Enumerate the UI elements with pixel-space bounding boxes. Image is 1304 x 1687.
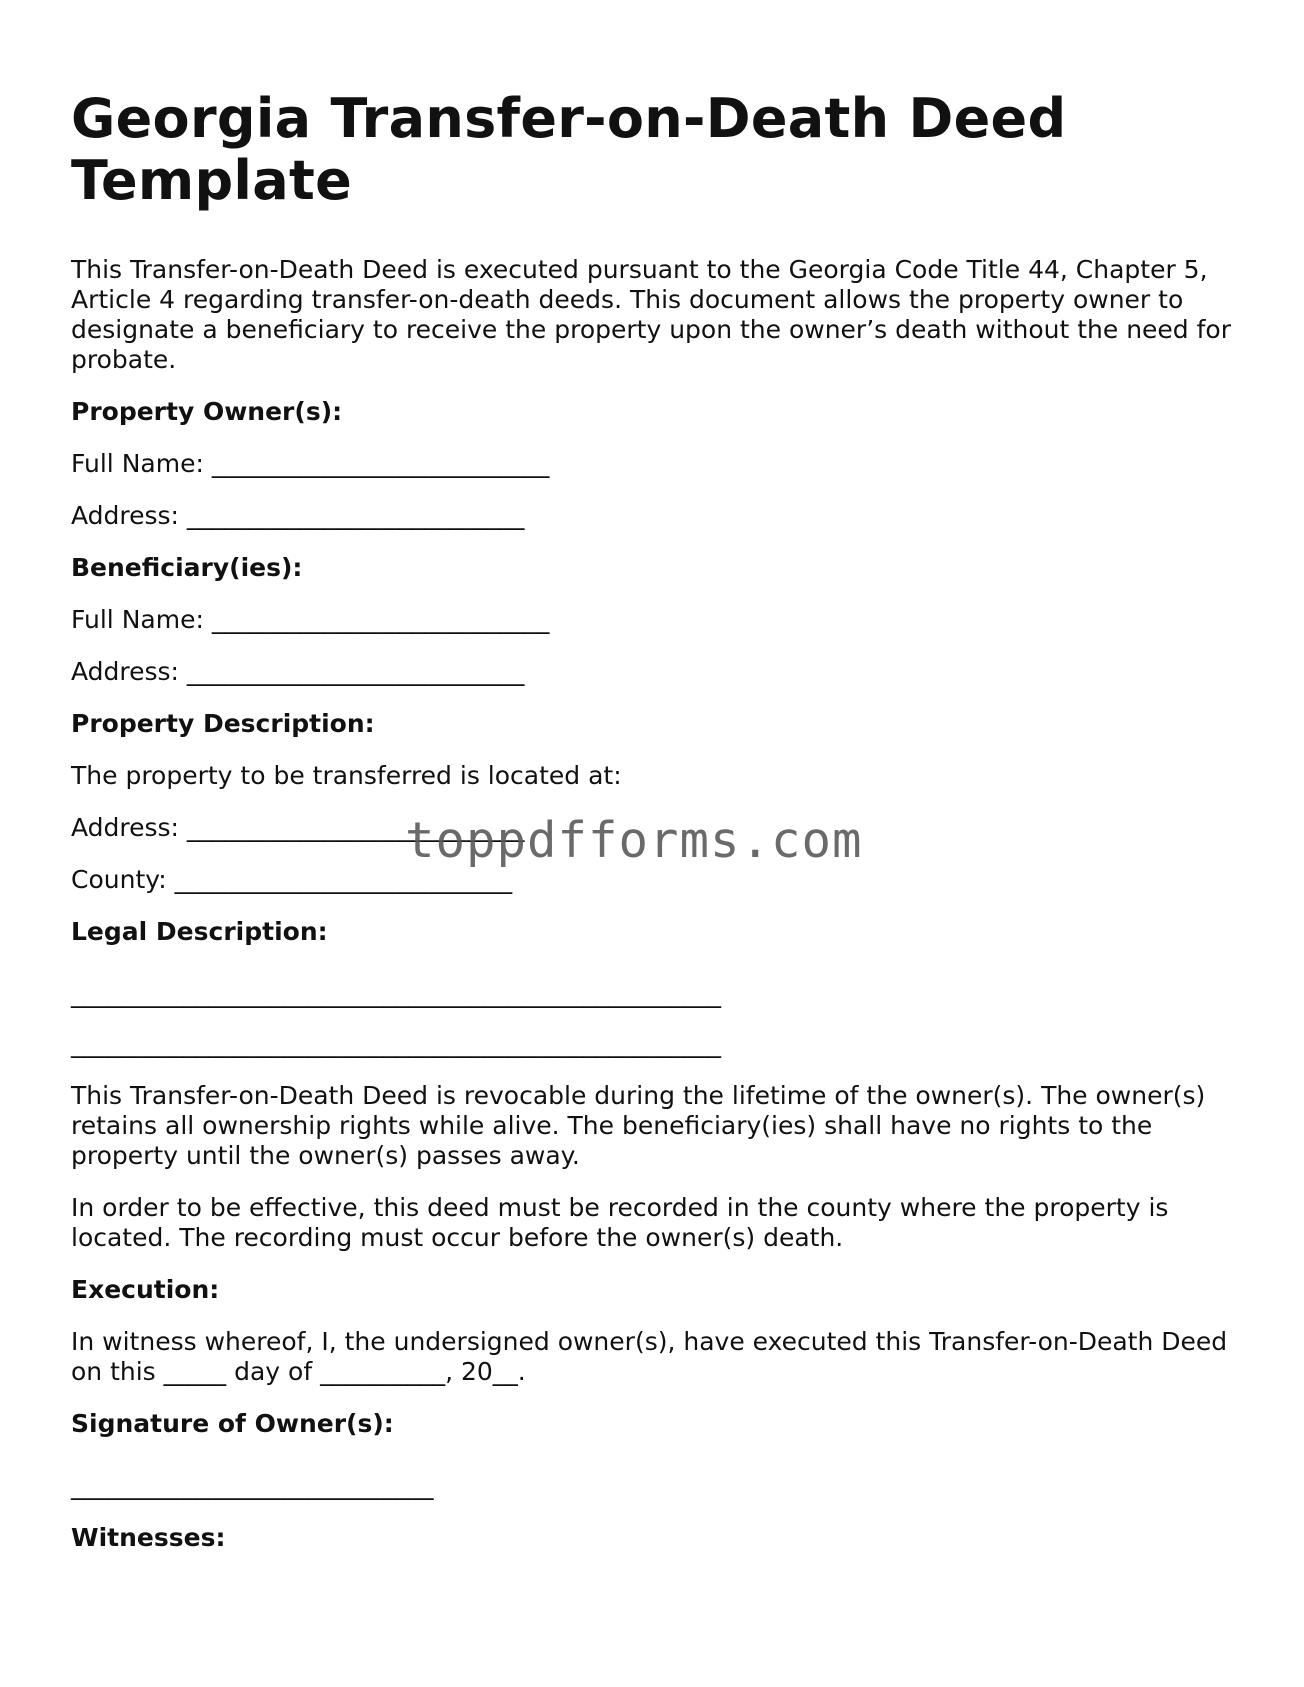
- execution-paragraph[interactable]: In witness whereof, I, the undersigned owner(s), have executed this Transfer-on-Death Deed on this _____ day of __________, 20__.: [71, 1327, 1228, 1386]
- witnesses-heading: Witnesses:: [71, 1523, 226, 1552]
- legal-description-line-2[interactable]: ____________________________________________________: [71, 1029, 721, 1058]
- recording-paragraph: In order to be effective, this deed must be recorded in the county where the property is located. The recording must occur before the owner(s) death.: [71, 1193, 1169, 1252]
- owner-signature-line[interactable]: _____________________________: [71, 1471, 434, 1500]
- beneficiary-address-field[interactable]: Address: ___________________________: [71, 657, 525, 686]
- property-located-text: The property to be transferred is located at:: [71, 761, 622, 790]
- property-address-field[interactable]: Address: ___________________________: [71, 813, 525, 842]
- owners-heading: Property Owner(s):: [71, 397, 343, 426]
- legal-description-heading: Legal Description:: [71, 917, 328, 946]
- document-title: Georgia Transfer-on-Death Deed Template: [71, 87, 1067, 212]
- legal-description-line-1[interactable]: ____________________________________________________: [71, 979, 721, 1008]
- execution-heading: Execution:: [71, 1275, 220, 1304]
- property-description-heading: Property Description:: [71, 709, 375, 738]
- property-county-field[interactable]: County: ___________________________: [71, 865, 513, 894]
- watermark: toppdfforms.com: [405, 812, 863, 869]
- signature-heading: Signature of Owner(s):: [71, 1409, 394, 1438]
- owner-address-field[interactable]: Address: ___________________________: [71, 501, 525, 530]
- intro-paragraph: This Transfer-on-Death Deed is executed pursuant to the Georgia Code Title 44, Chapter 5, Article 4 regarding transfer-on-death deeds. This document allows the property owner to designate a beneficiary to receive the property upon the owner’s death without the need for probate.: [71, 255, 1231, 374]
- beneficiaries-heading: Beneficiary(ies):: [71, 553, 303, 582]
- owner-full-name-field[interactable]: Full Name: ___________________________: [71, 449, 550, 478]
- revocable-paragraph: This Transfer-on-Death Deed is revocable during the lifetime of the owner(s). The owner(s) retains all ownership rights while alive. The beneficiary(ies) shall have no rights to the property until the owner(s) passes away.: [71, 1081, 1206, 1170]
- beneficiary-full-name-field[interactable]: Full Name: ___________________________: [71, 605, 550, 634]
